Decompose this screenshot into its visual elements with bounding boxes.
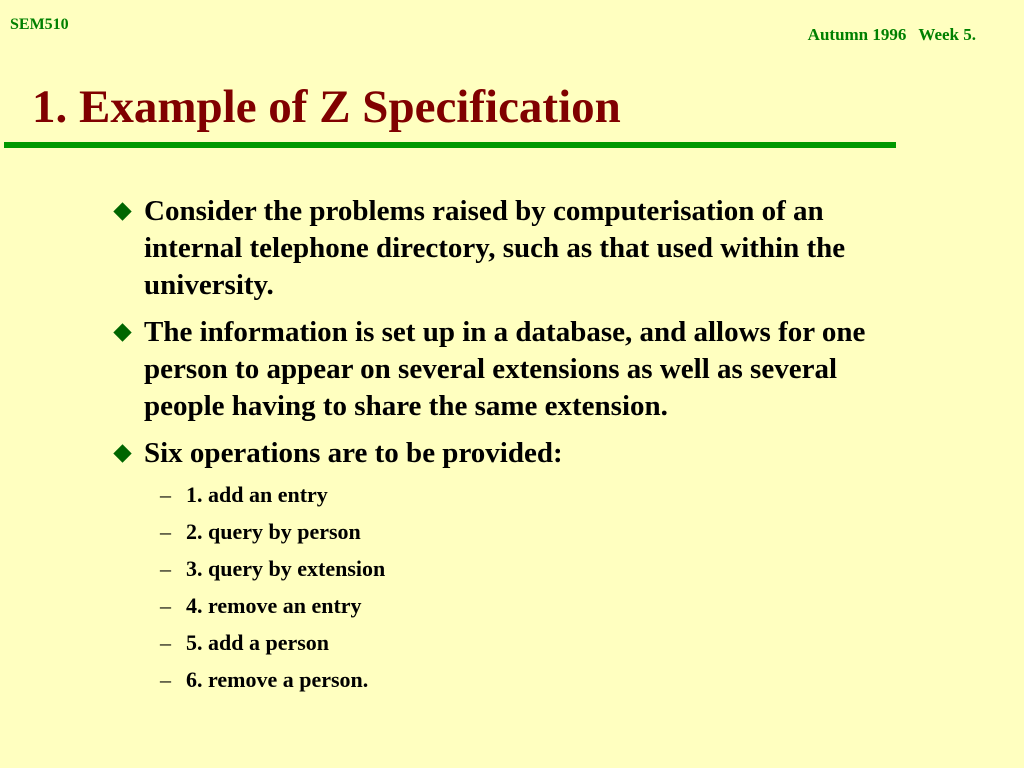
dash-bullet: –	[160, 519, 171, 544]
dash-bullet: –	[160, 556, 171, 581]
bullet-list	[112, 193, 902, 708]
term-label: Autumn 1996	[807, 25, 907, 44]
diamond-bullet-icon	[113, 323, 131, 341]
operation-item	[144, 550, 902, 587]
dash-bullet: –	[160, 482, 171, 507]
operation-text: 6. remove a person.	[186, 667, 369, 692]
diamond-bullet-icon	[113, 202, 131, 220]
bullet-text: Consider the problems raised by computerisation of an internal telephone directory, such as that used within the university.	[144, 195, 846, 301]
bullet-text: The information is set up in a database, and allows for one person to appear on several extensions as well as several people having to share the same extension.	[144, 316, 866, 422]
operation-item	[144, 587, 902, 624]
bullet-item	[112, 193, 902, 304]
slide-title: 1. Example of Z Specification	[32, 81, 621, 133]
header-term-week	[808, 25, 976, 45]
operations-list	[144, 476, 902, 698]
bullet-text: Six operations are to be provided:	[144, 437, 563, 469]
operation-item	[144, 661, 902, 698]
dash-bullet: –	[160, 593, 171, 618]
bullet-item	[112, 435, 902, 698]
operation-text: 1. add an entry	[186, 482, 328, 507]
dash-bullet: –	[160, 667, 171, 692]
operation-text: 3. query by extension	[186, 556, 386, 581]
title-underline	[4, 142, 896, 148]
week-label: Week 5.	[918, 25, 976, 44]
bullet-item	[112, 314, 902, 425]
diamond-bullet-icon	[113, 444, 131, 462]
operation-text: 4. remove an entry	[186, 593, 362, 618]
operation-item	[144, 513, 902, 550]
operation-text: 5. add a person	[186, 630, 330, 655]
operation-text: 2. query by person	[186, 519, 361, 544]
operation-item	[144, 476, 902, 513]
operation-item	[144, 624, 902, 661]
dash-bullet: –	[160, 630, 171, 655]
course-code: SEM510	[10, 16, 69, 33]
